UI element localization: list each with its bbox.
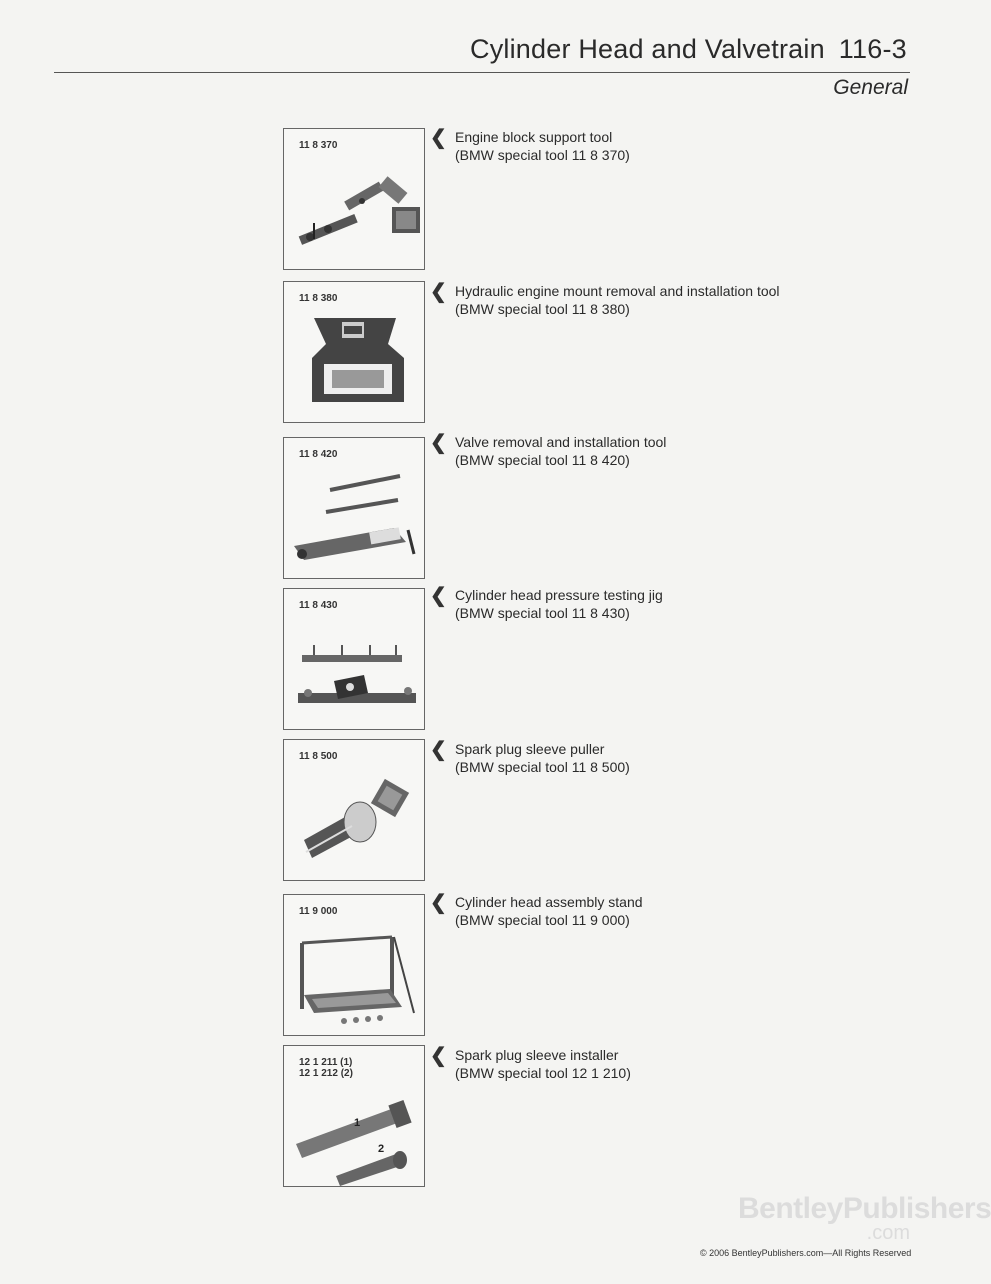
tool-number: 11 8 500 <box>299 751 338 762</box>
tool-figure-11-8-380 <box>283 281 425 423</box>
tool-number: 11 8 420 <box>299 449 338 460</box>
tool-caption <box>430 1046 631 1082</box>
tool-number: 12 1 211 (1) 12 1 212 (2) <box>299 1057 353 1079</box>
publisher-logo: BentleyPublishers <box>738 1192 991 1225</box>
tool-number: 11 9 000 <box>299 906 338 917</box>
pointer-arrow-icon: ❮ <box>430 739 447 761</box>
page-title <box>470 34 907 65</box>
tool-caption <box>430 433 666 469</box>
tool-description: Cylinder head assembly stand <box>455 894 643 910</box>
copyright-notice: © 2006 BentleyPublishers.com—All Rights Reserved <box>700 1248 912 1258</box>
pressure-jig-icon <box>284 589 426 731</box>
tool-caption <box>430 586 663 622</box>
tool-description: Spark plug sleeve puller <box>455 741 605 757</box>
pointer-arrow-icon: ❮ <box>430 892 447 914</box>
tool-reference: (BMW special tool 11 9 000) <box>455 912 630 928</box>
tool-figure-11-8-420 <box>283 437 425 579</box>
engine-block-support-icon <box>284 129 426 271</box>
tool-description: Valve removal and installation tool <box>455 434 667 450</box>
sleeve-puller-icon <box>284 740 426 882</box>
tool-number: 11 8 430 <box>299 600 338 611</box>
pointer-arrow-icon: ❮ <box>430 127 447 149</box>
assembly-stand-icon <box>284 895 426 1037</box>
tool-caption <box>430 128 630 164</box>
pointer-arrow-icon: ❮ <box>430 1045 447 1067</box>
pointer-arrow-icon: ❮ <box>430 281 447 303</box>
tool-figure-11-8-430 <box>283 588 425 730</box>
tool-reference: (BMW special tool 11 8 500) <box>455 759 630 775</box>
tool-figure-11-9-000 <box>283 894 425 1036</box>
part-label-1: 1 <box>354 1117 361 1129</box>
page-number: 116-3 <box>838 34 907 64</box>
part-label-2: 2 <box>378 1143 385 1155</box>
tool-figure-11-8-370 <box>283 128 425 270</box>
tool-reference: (BMW special tool 11 8 420) <box>455 452 630 468</box>
header-rule <box>54 72 910 73</box>
tool-description: Spark plug sleeve installer <box>455 1047 619 1063</box>
tool-reference: (BMW special tool 12 1 210) <box>455 1065 631 1081</box>
tool-caption <box>430 282 780 318</box>
sleeve-installer-icon <box>284 1046 426 1188</box>
valve-tool-icon <box>284 438 426 580</box>
tool-reference: (BMW special tool 11 8 380) <box>455 301 630 317</box>
tool-reference: (BMW special tool 11 8 370) <box>455 147 630 163</box>
publisher-logo-suffix: .com <box>866 1222 910 1244</box>
tool-caption <box>430 740 630 776</box>
pointer-arrow-icon: ❮ <box>430 432 447 454</box>
section-label: General <box>833 76 908 99</box>
tool-number: 11 8 380 <box>299 293 338 304</box>
chapter-title: Cylinder Head and Valvetrain <box>470 34 825 64</box>
engine-mount-tool-icon <box>284 282 426 424</box>
tool-number: 11 8 370 <box>299 140 338 151</box>
tool-reference: (BMW special tool 11 8 430) <box>455 605 630 621</box>
tool-description: Engine block support tool <box>455 129 613 145</box>
pointer-arrow-icon: ❮ <box>430 585 447 607</box>
tool-description: Hydraulic engine mount removal and installation tool <box>455 283 780 299</box>
tool-figure-12-1-210 <box>283 1045 425 1187</box>
tool-figure-11-8-500 <box>283 739 425 881</box>
tool-description: Cylinder head pressure testing jig <box>455 587 663 603</box>
tool-caption <box>430 893 643 929</box>
